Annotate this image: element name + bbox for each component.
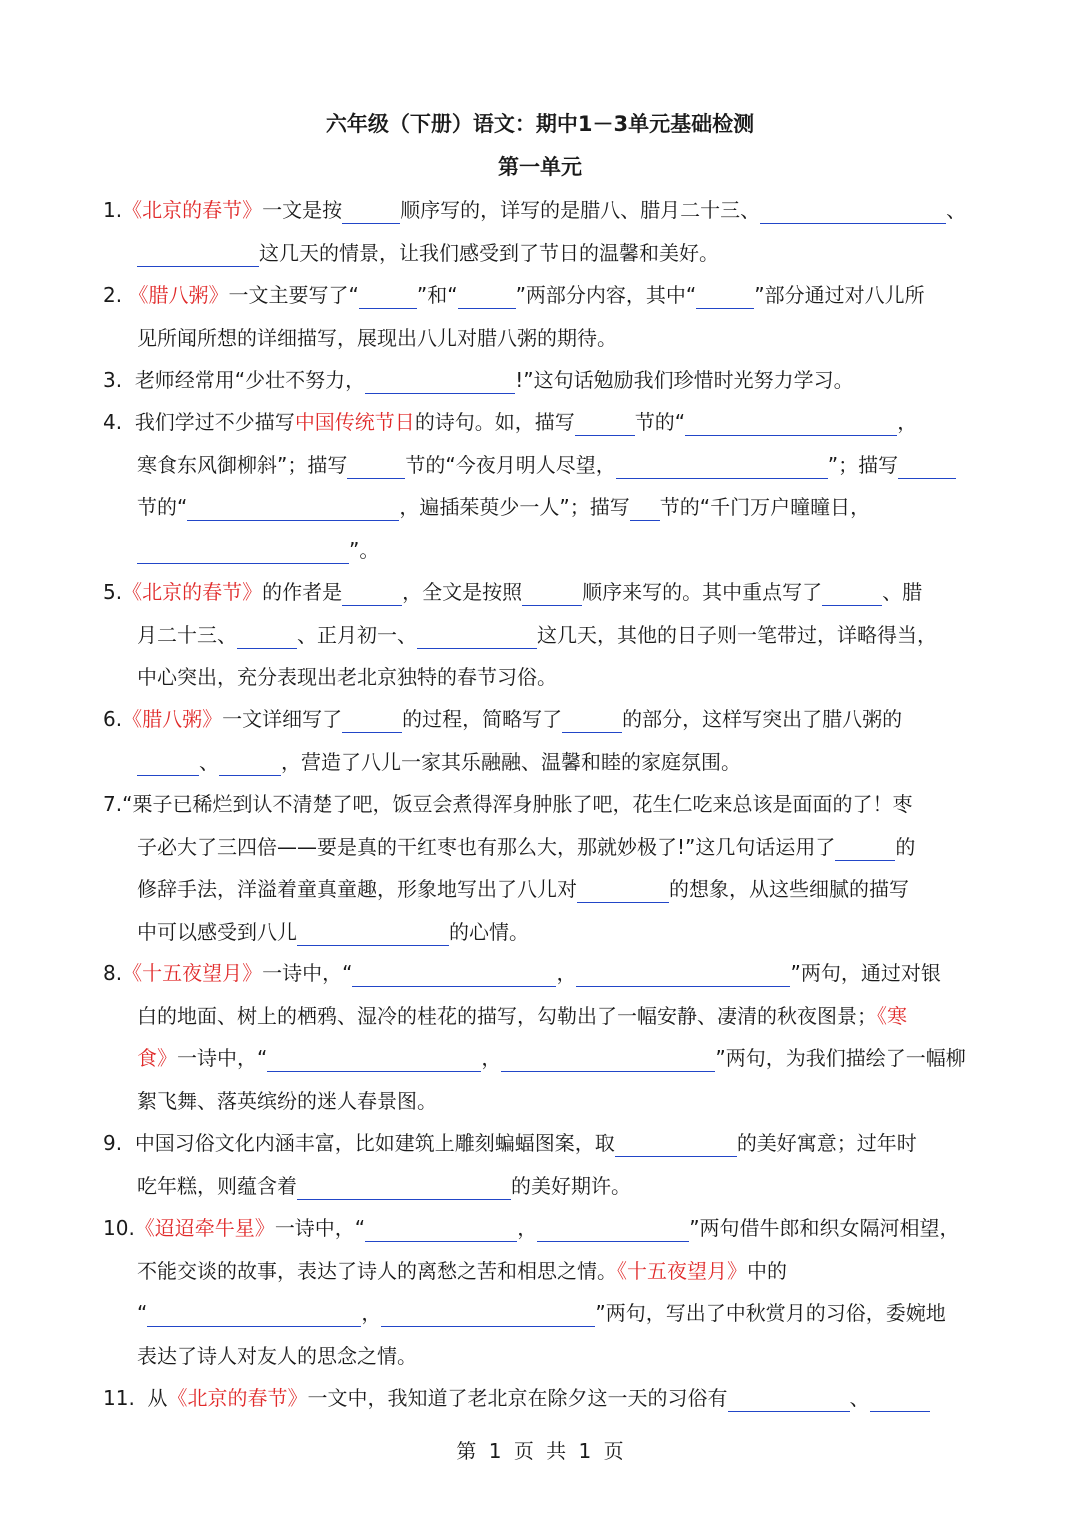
question-text: 顺序写的，详写的是腊八、腊月二十三、: [400, 198, 761, 222]
unit-heading: 第一单元: [498, 155, 582, 179]
answer-blank[interactable]: [342, 196, 400, 224]
answer-blank[interactable]: [870, 1384, 930, 1412]
book-title: 《寒: [877, 1003, 907, 1028]
answer-blank[interactable]: [237, 621, 297, 649]
question-text: ，: [517, 1216, 538, 1240]
question-text: 的心情。: [449, 919, 529, 944]
question-text: 的美好期许。: [511, 1173, 631, 1198]
book-title: 《腊八粥》: [122, 707, 223, 731]
question-text: “栗子已稀烂到认不清楚了吧，饭豆会煮得浑身肿胀了吧，花生仁吃来总该是面面的了！枣: [122, 792, 913, 816]
question-text: 、: [849, 1386, 870, 1410]
answer-blank[interactable]: [616, 451, 828, 479]
answer-blank[interactable]: [297, 918, 449, 946]
question-text: 表达了诗人对友人的思念之情。: [137, 1343, 417, 1368]
question-text: 老师经常用“少壮不努力，: [134, 368, 366, 392]
answer-blank[interactable]: [147, 1299, 361, 1327]
question-text: 节的“: [634, 410, 686, 434]
question-text: ，: [361, 1301, 382, 1325]
question-text: ，: [897, 410, 918, 434]
answer-blank[interactable]: [728, 1384, 850, 1412]
question-number: 11.: [103, 1386, 135, 1410]
worksheet-title: 六年级（下册）语文：期中1－3单元基础检测: [325, 112, 755, 136]
question-text: ”两句，写出了中秋赏月的习俗，委婉地: [595, 1301, 946, 1325]
answer-blank[interactable]: [537, 1214, 689, 1242]
question-10: [103, 1207, 983, 1377]
answer-blank[interactable]: [297, 1172, 511, 1200]
answer-blank[interactable]: [365, 1214, 517, 1242]
answer-blank[interactable]: [577, 875, 669, 903]
question-text: 的部分，这样写突出了腊八粥的: [622, 707, 903, 731]
question-number: 6.: [103, 707, 123, 731]
answer-blank[interactable]: [365, 366, 515, 394]
question-text: 中可以感受到八儿: [137, 919, 297, 944]
answer-blank[interactable]: [822, 578, 882, 606]
question-text: 这几天，其他的日子则一笔带过，详略得当，: [537, 622, 937, 647]
question-text: ”两句借牛郎和织女隔河相望，: [689, 1216, 960, 1240]
answer-blank[interactable]: [417, 621, 537, 649]
book-title: 食》: [137, 1046, 177, 1070]
question-number: 2.: [103, 283, 123, 307]
question-text: 的想象，从这些细腻的描写: [669, 877, 909, 901]
question-text: 的: [895, 834, 916, 859]
book-title: 《腊八粥》: [128, 283, 229, 307]
question-text: 、: [199, 749, 219, 774]
answer-blank[interactable]: [835, 833, 895, 861]
question-number: 4.: [103, 410, 123, 434]
question-text: 中心突出，充分表现出老北京独特的春节习俗。: [137, 665, 557, 689]
answer-blank[interactable]: [501, 1044, 715, 1072]
question-text: 中国习俗文化内涵丰富，比如建筑上雕刻蝙蝠图案，取: [134, 1131, 615, 1155]
question-4: [103, 401, 983, 571]
answer-blank[interactable]: [347, 451, 405, 479]
answer-blank[interactable]: [359, 281, 417, 309]
answer-blank[interactable]: [898, 451, 956, 479]
question-5: [103, 571, 983, 699]
question-text: 、腊: [882, 580, 923, 604]
question-text: ”；描写: [827, 452, 899, 477]
answer-blank[interactable]: [630, 493, 660, 521]
question-7: [103, 783, 983, 953]
question-number: 8.: [103, 961, 123, 985]
answer-blank[interactable]: [458, 281, 516, 309]
question-9: [103, 1122, 983, 1207]
question-text: 一文是按: [262, 198, 343, 222]
question-text: 修辞手法，洋溢着童真童趣，形象地写出了八儿对: [137, 877, 577, 901]
book-title: 《北京的春节》: [122, 580, 263, 604]
answer-blank[interactable]: [137, 748, 199, 776]
question-11: [103, 1377, 983, 1420]
question-text: 的作者是: [262, 580, 343, 604]
answer-blank[interactable]: [137, 239, 259, 267]
question-text: 从: [147, 1386, 168, 1410]
answer-blank[interactable]: [219, 748, 281, 776]
question-text: ，营造了八儿一家其乐融融、温馨和睦的家庭氛围。: [281, 749, 741, 774]
question-text: 一文主要写了“: [228, 283, 359, 307]
question-1: [103, 189, 983, 274]
question-number: 9.: [103, 1131, 123, 1155]
question-2: [103, 274, 983, 359]
question-text: 节的“千门万户曈曈日，: [659, 495, 871, 519]
question-text: 我们学过不少描写: [134, 410, 295, 434]
question-number: 7.: [103, 792, 123, 816]
question-number: 5.: [103, 580, 123, 604]
question-text: 一文中，我知道了老北京在除夕这一天的习俗有: [307, 1386, 728, 1410]
question-number: 1.: [103, 198, 123, 222]
answer-blank[interactable]: [381, 1299, 595, 1327]
question-text: ，遍插茱萸少一人”；描写: [399, 495, 630, 519]
highlighted-text: 中国传统节日: [294, 410, 415, 434]
question-text: ，: [481, 1046, 502, 1070]
question-text: 的过程，简略写了: [402, 707, 563, 731]
answer-blank[interactable]: [342, 705, 402, 733]
answer-blank[interactable]: [575, 408, 635, 436]
question-text: 寒食东风御柳斜”；描写: [137, 452, 348, 477]
question-text: 节的“今夜月明人尽望，: [405, 452, 616, 477]
page-footer: 第 1 页 共 1 页: [456, 1439, 624, 1463]
question-text: “: [137, 1301, 148, 1325]
question-text: 一诗中，“: [177, 1046, 268, 1070]
question-text: 一文详细写了: [222, 707, 343, 731]
question-text: ”两句，为我们描绘了一幅柳: [715, 1046, 966, 1070]
question-text: ，全文是按照: [402, 580, 523, 604]
question-text: 不能交谈的故事，表达了诗人的离愁之苦和相思之情。: [137, 1258, 617, 1283]
book-title: 《北京的春节》: [122, 198, 263, 222]
question-text: 、正月初一、: [297, 622, 417, 647]
question-text: ”。: [349, 537, 380, 562]
question-text: 顺序来写的。其中重点写了: [582, 580, 823, 604]
question-8: [103, 952, 983, 1122]
answer-blank[interactable]: [685, 408, 897, 436]
question-text: 这几天的情景，让我们感受到了节日的温馨和美好。: [259, 240, 719, 265]
answer-blank[interactable]: [576, 959, 790, 987]
answer-blank[interactable]: [562, 705, 622, 733]
question-text: 一诗中，“: [274, 1216, 366, 1240]
question-text: ”部分通过对八儿所: [754, 283, 925, 307]
answer-blank[interactable]: [696, 281, 754, 309]
question-text: 吃年糕，则蕴含着: [137, 1173, 297, 1198]
question-text: 月二十三、: [137, 622, 237, 647]
question-text: ”两句，通过对银: [790, 961, 941, 985]
question-3: [103, 359, 983, 402]
question-6: [103, 698, 983, 783]
question-text: 、: [946, 198, 967, 222]
book-title: 《十五夜望月》: [617, 1258, 747, 1283]
question-number: 10.: [103, 1216, 135, 1240]
book-title: 《北京的春节》: [167, 1386, 308, 1410]
question-text: 一诗中，“: [262, 961, 353, 985]
question-text: ，: [556, 961, 577, 985]
book-title: 《迢迢牵牛星》: [134, 1216, 275, 1240]
question-text: ”两部分内容，其中“: [515, 283, 697, 307]
question-text: 节的“: [137, 495, 188, 519]
question-text: 的诗句。如，描写: [414, 410, 575, 434]
question-text: 的美好寓意；过年时: [736, 1131, 917, 1155]
question-text: !”这句话勉励我们珍惜时光努力学习。: [515, 368, 854, 392]
answer-blank[interactable]: [342, 578, 402, 606]
book-title: 《十五夜望月》: [122, 961, 263, 985]
answer-blank[interactable]: [615, 1129, 737, 1157]
answer-blank[interactable]: [267, 1044, 481, 1072]
question-text: 见所闻所想的详细描写，展现出八儿对腊八粥的期待。: [137, 325, 617, 350]
answer-blank[interactable]: [760, 196, 946, 224]
question-text: 白的地面、树上的栖鸦、湿冷的桂花的描写，勾勒出了一幅安静、凄清的秋夜图景；: [137, 1003, 877, 1028]
answer-blank[interactable]: [522, 578, 582, 606]
question-text: 中的: [747, 1258, 787, 1283]
question-number: 3.: [103, 368, 123, 392]
answer-blank[interactable]: [137, 536, 349, 564]
answer-blank[interactable]: [352, 959, 556, 987]
question-text: 絮飞舞、落英缤纷的迷人春景图。: [137, 1088, 437, 1113]
answer-blank[interactable]: [187, 493, 399, 521]
question-text: ”和“: [416, 283, 458, 307]
question-text: 子必大了三四倍——要是真的干红枣也有那么大，那就妙极了!”这几句话运用了: [137, 834, 836, 859]
